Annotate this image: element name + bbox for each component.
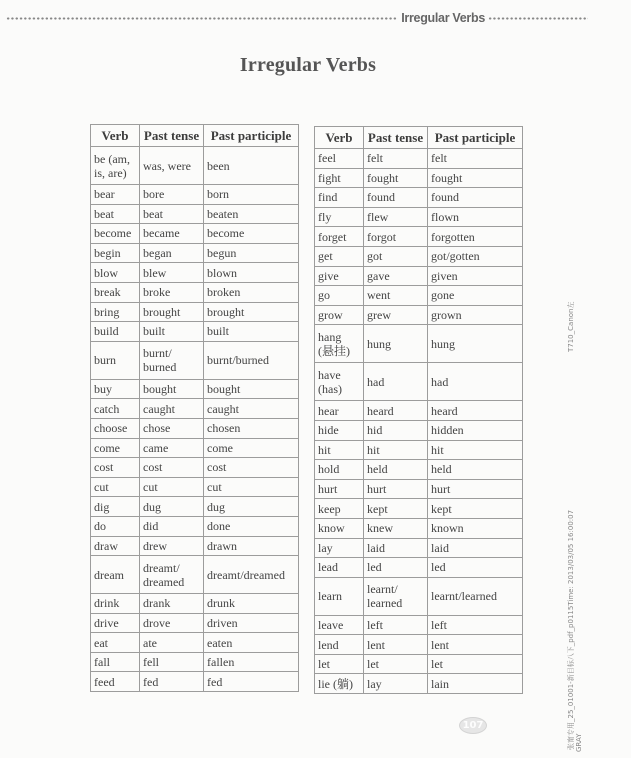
table-row bbox=[91, 672, 299, 692]
cell-verb: cost bbox=[91, 458, 140, 478]
cell-past-tense: brought bbox=[140, 302, 204, 322]
cell-past-participle: left bbox=[428, 615, 523, 635]
cell-verb: lend bbox=[315, 635, 364, 655]
cell-verb: drink bbox=[91, 594, 140, 614]
cell-past-tense: heard bbox=[364, 401, 428, 421]
cell-verb: hurt bbox=[315, 479, 364, 499]
cell-verb: find bbox=[315, 188, 364, 208]
cell-past-participle: flown bbox=[428, 207, 523, 227]
cell-verb: be (am, is, are) bbox=[91, 147, 140, 185]
table-row bbox=[91, 185, 299, 205]
cell-verb: hold bbox=[315, 460, 364, 480]
cell-past-participle: born bbox=[204, 185, 299, 205]
cell-past-tense: forgot bbox=[364, 227, 428, 247]
cell-past-tense: flew bbox=[364, 207, 428, 227]
cell-past-tense: fell bbox=[140, 652, 204, 672]
table-row bbox=[315, 460, 523, 480]
cell-past-participle: lain bbox=[428, 674, 523, 694]
cell-verb: draw bbox=[91, 536, 140, 556]
cell-past-participle: fallen bbox=[204, 652, 299, 672]
cell-past-participle: cost bbox=[204, 458, 299, 478]
cell-past-participle: felt bbox=[428, 149, 523, 169]
cell-past-participle: known bbox=[428, 518, 523, 538]
cell-past-participle: dreamt/dreamed bbox=[204, 556, 299, 594]
cell-past-participle: forgotten bbox=[428, 227, 523, 247]
cell-past-tense: cost bbox=[140, 458, 204, 478]
table-row bbox=[91, 147, 299, 185]
cell-verb: keep bbox=[315, 499, 364, 519]
cell-past-tense: drank bbox=[140, 594, 204, 614]
cell-past-participle: beaten bbox=[204, 204, 299, 224]
table-row bbox=[315, 305, 523, 325]
cell-verb: give bbox=[315, 266, 364, 286]
cell-past-tense: felt bbox=[364, 149, 428, 169]
cell-verb: lead bbox=[315, 558, 364, 578]
table-row bbox=[91, 516, 299, 536]
cell-past-participle: eaten bbox=[204, 633, 299, 653]
cell-verb: hide bbox=[315, 420, 364, 440]
cell-past-participle: lent bbox=[428, 635, 523, 655]
cell-past-participle: held bbox=[428, 460, 523, 480]
cell-past-participle: found bbox=[428, 188, 523, 208]
dotted-rule-right bbox=[488, 17, 588, 20]
cell-past-participle: fed bbox=[204, 672, 299, 692]
table-header-row bbox=[91, 125, 299, 147]
cell-verb: catch bbox=[91, 399, 140, 419]
cell-past-participle: broken bbox=[204, 282, 299, 302]
cell-past-tense: drew bbox=[140, 536, 204, 556]
cell-verb: build bbox=[91, 322, 140, 342]
cell-past-participle: done bbox=[204, 516, 299, 536]
cell-past-tense: bought bbox=[140, 379, 204, 399]
cell-verb: do bbox=[91, 516, 140, 536]
dotted-rule-left bbox=[6, 17, 398, 20]
verbs-table-right bbox=[314, 126, 523, 694]
cell-verb: become bbox=[91, 224, 140, 244]
table-row bbox=[91, 458, 299, 478]
table-row bbox=[91, 633, 299, 653]
table-row bbox=[91, 652, 299, 672]
cell-verb: feel bbox=[315, 149, 364, 169]
cell-verb: begin bbox=[91, 243, 140, 263]
table-row bbox=[91, 379, 299, 399]
table-row bbox=[315, 168, 523, 188]
table-row bbox=[315, 615, 523, 635]
table-row bbox=[315, 149, 523, 169]
cell-past-participle: laid bbox=[428, 538, 523, 558]
cell-past-tense: became bbox=[140, 224, 204, 244]
cell-verb: dream bbox=[91, 556, 140, 594]
cell-past-tense: hurt bbox=[364, 479, 428, 499]
cell-past-tense: hung bbox=[364, 325, 428, 363]
cell-verb: forget bbox=[315, 227, 364, 247]
cell-past-participle: gone bbox=[428, 286, 523, 306]
cell-past-tense: was, were bbox=[140, 147, 204, 185]
cell-past-tense: learnt/ learned bbox=[364, 577, 428, 615]
cell-past-tense: cut bbox=[140, 477, 204, 497]
cell-verb: come bbox=[91, 438, 140, 458]
table-row bbox=[315, 518, 523, 538]
cell-verb: go bbox=[315, 286, 364, 306]
cell-past-tense: found bbox=[364, 188, 428, 208]
table-row bbox=[315, 246, 523, 266]
table-row bbox=[315, 266, 523, 286]
cell-verb: lay bbox=[315, 538, 364, 558]
table-row bbox=[315, 440, 523, 460]
running-head bbox=[6, 10, 588, 26]
cell-past-tense: burnt/ burned bbox=[140, 341, 204, 379]
cell-past-tense: kept bbox=[364, 499, 428, 519]
cell-verb: lie (躺) bbox=[315, 674, 364, 694]
cell-verb: buy bbox=[91, 379, 140, 399]
cell-past-participle: heard bbox=[428, 401, 523, 421]
table-row bbox=[91, 341, 299, 379]
cell-past-tense: held bbox=[364, 460, 428, 480]
table-row bbox=[91, 594, 299, 614]
table-row bbox=[315, 635, 523, 655]
cell-past-participle: grown bbox=[428, 305, 523, 325]
cell-past-participle: learnt/learned bbox=[428, 577, 523, 615]
table-row bbox=[91, 302, 299, 322]
table-row bbox=[91, 263, 299, 283]
table-row bbox=[91, 322, 299, 342]
cell-past-participle: dug bbox=[204, 497, 299, 517]
cell-past-tense: ate bbox=[140, 633, 204, 653]
page-number-badge: 107 bbox=[459, 717, 487, 734]
cell-verb: burn bbox=[91, 341, 140, 379]
cell-past-participle: burnt/burned bbox=[204, 341, 299, 379]
cell-past-participle: hidden bbox=[428, 420, 523, 440]
cell-past-participle: blown bbox=[204, 263, 299, 283]
cell-verb: leave bbox=[315, 615, 364, 635]
cell-past-tense: beat bbox=[140, 204, 204, 224]
table-row bbox=[315, 420, 523, 440]
table-row bbox=[315, 286, 523, 306]
cell-past-participle: led bbox=[428, 558, 523, 578]
cell-verb: drive bbox=[91, 613, 140, 633]
table-row bbox=[315, 654, 523, 674]
table-row bbox=[315, 401, 523, 421]
cell-verb: fight bbox=[315, 168, 364, 188]
cell-past-participle: been bbox=[204, 147, 299, 185]
cell-past-tense: built bbox=[140, 322, 204, 342]
table-row bbox=[91, 399, 299, 419]
table-row bbox=[91, 497, 299, 517]
column-header-verb: Verb bbox=[91, 125, 140, 147]
table-row bbox=[91, 282, 299, 302]
cell-past-tense: lent bbox=[364, 635, 428, 655]
column-header-past-tense: Past tense bbox=[140, 125, 204, 147]
table-row bbox=[91, 477, 299, 497]
table-row bbox=[91, 204, 299, 224]
cell-verb: hit bbox=[315, 440, 364, 460]
table-row bbox=[91, 438, 299, 458]
cell-past-tense: laid bbox=[364, 538, 428, 558]
cell-past-participle: got/gotten bbox=[428, 246, 523, 266]
table-row bbox=[91, 613, 299, 633]
table-row bbox=[315, 207, 523, 227]
cell-verb: hang (悬挂) bbox=[315, 325, 364, 363]
table-row bbox=[315, 499, 523, 519]
cell-past-participle: fought bbox=[428, 168, 523, 188]
table-row bbox=[315, 363, 523, 401]
cell-past-tense: began bbox=[140, 243, 204, 263]
color-mode-stamp: GRAY bbox=[575, 733, 583, 752]
cell-past-tense: chose bbox=[140, 418, 204, 438]
cell-verb: dig bbox=[91, 497, 140, 517]
cell-past-tense: fed bbox=[140, 672, 204, 692]
cell-verb: get bbox=[315, 246, 364, 266]
cell-verb: learn bbox=[315, 577, 364, 615]
cell-past-participle: drawn bbox=[204, 536, 299, 556]
cell-past-tense: hid bbox=[364, 420, 428, 440]
cell-verb: eat bbox=[91, 633, 140, 653]
column-header-past-participle: Past participle bbox=[428, 127, 523, 149]
cell-verb: cut bbox=[91, 477, 140, 497]
cell-past-participle: begun bbox=[204, 243, 299, 263]
cell-past-participle: cut bbox=[204, 477, 299, 497]
cell-past-tense: went bbox=[364, 286, 428, 306]
column-header-past-participle: Past participle bbox=[204, 125, 299, 147]
table-row bbox=[91, 536, 299, 556]
table-header-row bbox=[315, 127, 523, 149]
table-row bbox=[315, 674, 523, 694]
cell-verb: feed bbox=[91, 672, 140, 692]
cell-past-tense: grew bbox=[364, 305, 428, 325]
cell-past-tense: gave bbox=[364, 266, 428, 286]
cell-verb: bring bbox=[91, 302, 140, 322]
cell-past-participle: brought bbox=[204, 302, 299, 322]
table-row bbox=[91, 556, 299, 594]
cell-verb: fall bbox=[91, 652, 140, 672]
cell-past-participle: hurt bbox=[428, 479, 523, 499]
table-row bbox=[315, 558, 523, 578]
table-row bbox=[315, 538, 523, 558]
table-row bbox=[91, 418, 299, 438]
cell-past-participle: had bbox=[428, 363, 523, 401]
cell-verb: hear bbox=[315, 401, 364, 421]
cell-verb: know bbox=[315, 518, 364, 538]
column-header-past-tense: Past tense bbox=[364, 127, 428, 149]
cell-past-tense: lay bbox=[364, 674, 428, 694]
table-row bbox=[315, 325, 523, 363]
cell-past-tense: drove bbox=[140, 613, 204, 633]
cell-past-participle: kept bbox=[428, 499, 523, 519]
cell-verb: let bbox=[315, 654, 364, 674]
cell-past-tense: led bbox=[364, 558, 428, 578]
cell-verb: bear bbox=[91, 185, 140, 205]
cell-past-participle: bought bbox=[204, 379, 299, 399]
table-row bbox=[91, 243, 299, 263]
cell-verb: blow bbox=[91, 263, 140, 283]
cell-past-tense: fought bbox=[364, 168, 428, 188]
verbs-table-left bbox=[90, 124, 299, 692]
table-row bbox=[91, 224, 299, 244]
cell-past-tense: let bbox=[364, 654, 428, 674]
running-head-label: Irregular Verbs bbox=[401, 11, 485, 25]
cell-past-tense: dug bbox=[140, 497, 204, 517]
cell-verb: fly bbox=[315, 207, 364, 227]
cell-past-tense: left bbox=[364, 615, 428, 635]
cell-past-tense: dreamt/ dreamed bbox=[140, 556, 204, 594]
cell-past-tense: bore bbox=[140, 185, 204, 205]
cell-past-tense: got bbox=[364, 246, 428, 266]
cell-past-tense: came bbox=[140, 438, 204, 458]
cell-past-participle: hit bbox=[428, 440, 523, 460]
cell-past-participle: come bbox=[204, 438, 299, 458]
column-header-verb: Verb bbox=[315, 127, 364, 149]
cell-past-participle: chosen bbox=[204, 418, 299, 438]
page-title: Irregular Verbs bbox=[239, 54, 377, 76]
cell-past-tense: hit bbox=[364, 440, 428, 460]
printer-stamp: T710_Canon左 bbox=[567, 301, 575, 352]
cell-past-participle: let bbox=[428, 654, 523, 674]
table-row bbox=[315, 188, 523, 208]
cell-verb: beat bbox=[91, 204, 140, 224]
cell-past-tense: caught bbox=[140, 399, 204, 419]
cell-past-participle: built bbox=[204, 322, 299, 342]
cell-past-tense: knew bbox=[364, 518, 428, 538]
cell-past-tense: had bbox=[364, 363, 428, 401]
table-row bbox=[315, 577, 523, 615]
cell-past-participle: drunk bbox=[204, 594, 299, 614]
cell-past-participle: hung bbox=[428, 325, 523, 363]
cell-past-tense: blew bbox=[140, 263, 204, 283]
cell-past-participle: driven bbox=[204, 613, 299, 633]
cell-verb: choose bbox=[91, 418, 140, 438]
table-row bbox=[315, 227, 523, 247]
cell-verb: have (has) bbox=[315, 363, 364, 401]
cell-verb: break bbox=[91, 282, 140, 302]
file-info-stamp: 张甯专用_25_01001-新目标八下_pdf_p0115Time: 2013/03/05 16:00:07 bbox=[567, 509, 575, 750]
cell-past-tense: did bbox=[140, 516, 204, 536]
cell-past-tense: broke bbox=[140, 282, 204, 302]
table-row bbox=[315, 479, 523, 499]
cell-past-participle: become bbox=[204, 224, 299, 244]
cell-verb: grow bbox=[315, 305, 364, 325]
cell-past-participle: given bbox=[428, 266, 523, 286]
cell-past-participle: caught bbox=[204, 399, 299, 419]
